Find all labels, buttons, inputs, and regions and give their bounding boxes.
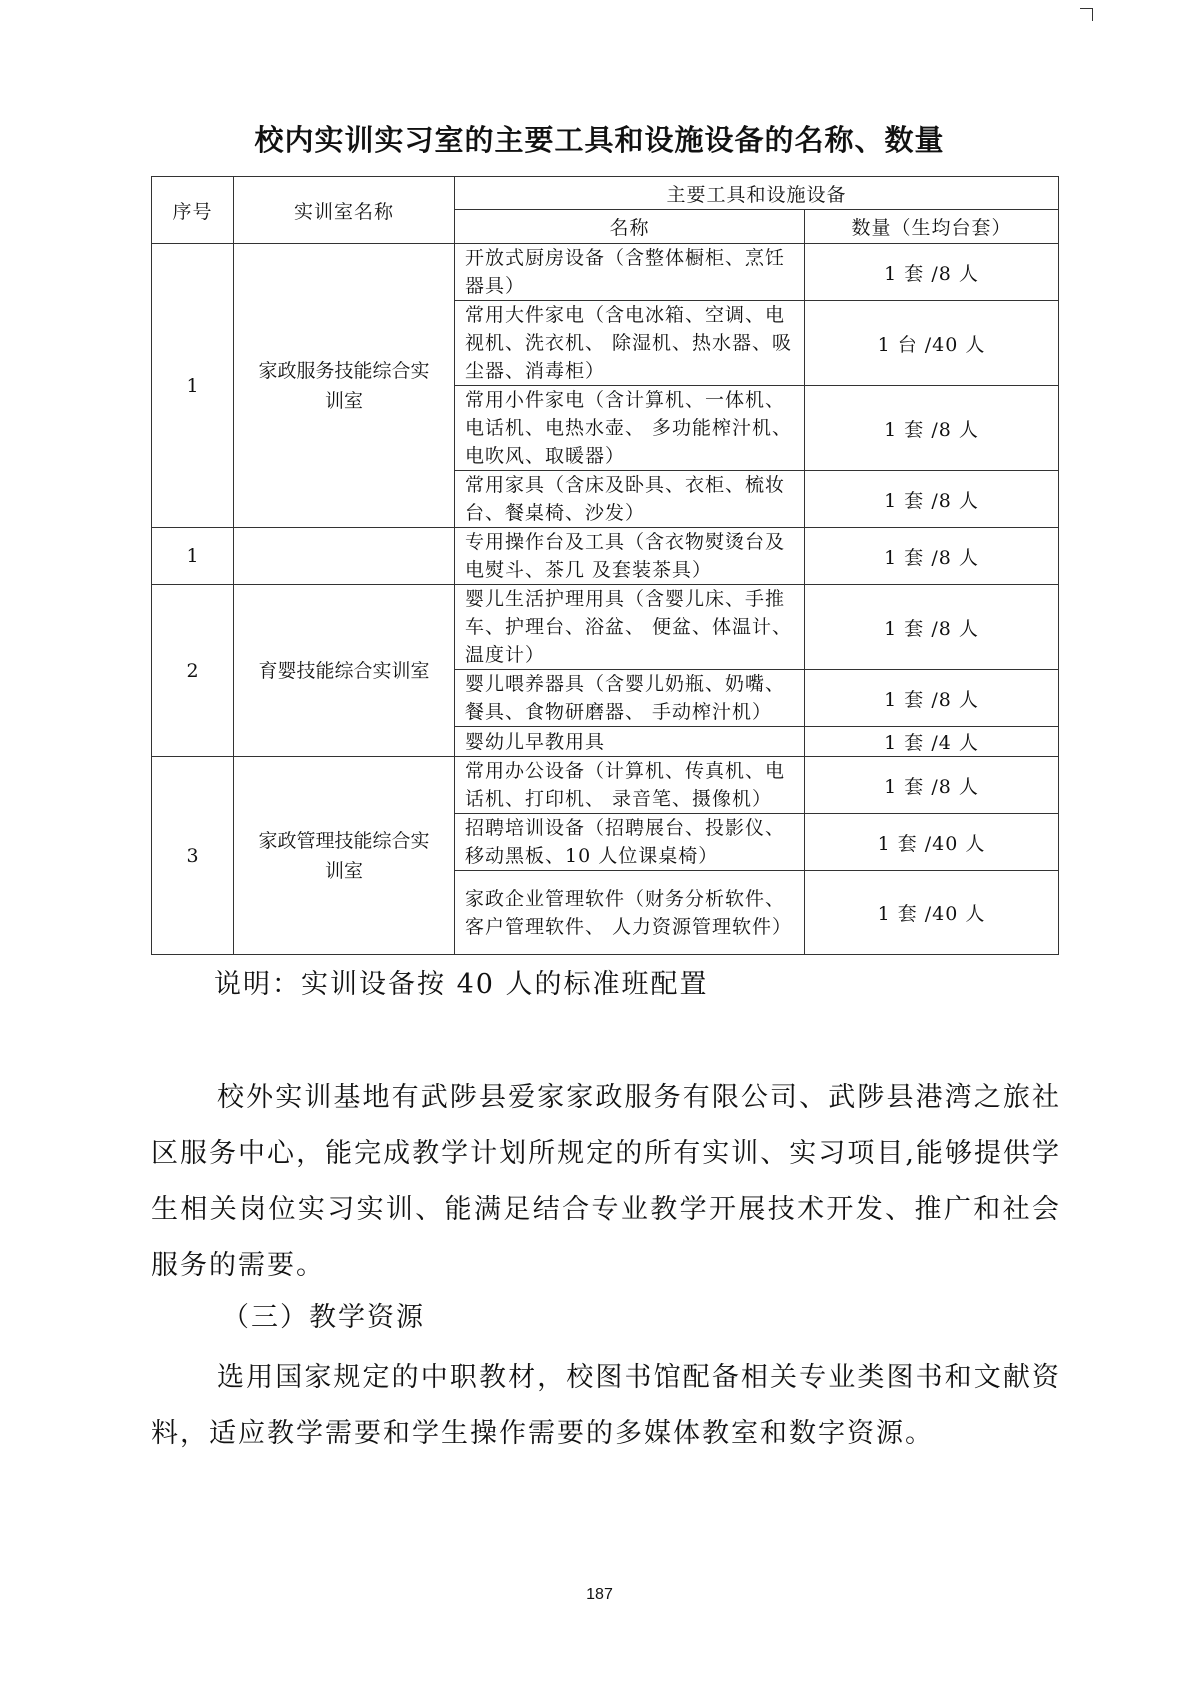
equipment-name: 常用家具（含床及卧具、衣柜、梳妆台、餐桌椅、沙发）: [455, 471, 805, 528]
equipment-quantity: 1 套 /8 人: [805, 757, 1059, 814]
row-serial-number: 1: [152, 528, 234, 585]
table-row: [152, 757, 1059, 814]
room-name: [234, 528, 455, 585]
equipment-name: 婴儿喂养器具（含婴儿奶瓶、奶嘴、餐具、食物研磨器、 手动榨汁机）: [455, 670, 805, 727]
equipment-quantity: 1 套 /8 人: [805, 386, 1059, 471]
equipment-quantity: 1 套 /40 人: [805, 871, 1059, 955]
equipment-quantity: 1 套 /8 人: [805, 670, 1059, 727]
equipment-name: 开放式厨房设备（含整体橱柜、烹饪器具）: [455, 244, 805, 301]
equipment-name: 家政企业管理软件（财务分析软件、客户管理软件、 人力资源管理软件）: [455, 871, 805, 955]
section-subheading: （三）教学资源: [222, 1302, 425, 1333]
page-corner-mark: [1080, 8, 1093, 21]
table-note: 说明：实训设备按 40 人的标准班配置: [214, 969, 709, 1000]
row-serial-number: 3: [152, 757, 234, 955]
table-header-row: [152, 177, 1059, 210]
room-name: 育婴技能综合实训室: [234, 585, 455, 757]
page-number: 187: [586, 1586, 613, 1603]
equipment-name: 常用小件家电（含计算机、一体机、电话机、电热水壶、 多功能榨汁机、电吹风、取暖器）: [455, 386, 805, 471]
equipment-name: 常用办公设备（计算机、传真机、电话机、打印机、 录音笔、摄像机）: [455, 757, 805, 814]
equipment-name: 专用操作台及工具（含衣物熨烫台及电熨斗、茶几 及套装茶具）: [455, 528, 805, 585]
equipment-quantity: 1 套 /8 人: [805, 528, 1059, 585]
header-item-name: 名称: [455, 210, 805, 244]
equipment-name: 常用大件家电（含电冰箱、空调、电视机、洗衣机、 除湿机、热水器、吸尘器、消毒柜）: [455, 301, 805, 386]
equipment-name: 招聘培训设备（招聘展台、投影仪、移动黑板、10 人位课桌椅）: [455, 814, 805, 871]
equipment-quantity: 1 套 /8 人: [805, 585, 1059, 670]
paragraph-external-training: 校外实训基地有武陟县爱家家政服务有限公司、武陟县港湾之旅社区服务中心，能完成教学计划所规定的所有实训、实习项目,能够提供学生相关岗位实习实训、能满足结合专业教学开展技术开发、推广和社会服务的需要。: [151, 1082, 1061, 1281]
paragraph-teaching-resources: 选用国家规定的中职教材，校图书馆配备相关专业类图书和文献资料，适应教学需要和学生操作需要的多媒体教室和数字资源。: [151, 1362, 1061, 1449]
row-serial-number: 2: [152, 585, 234, 757]
header-equipment-group: 主要工具和设施设备: [455, 177, 1059, 210]
table-row: [152, 585, 1059, 670]
equipment-quantity: 1 套 /40 人: [805, 814, 1059, 871]
equipment-quantity: 1 套 /4 人: [805, 727, 1059, 757]
document-title: 校内实训实习室的主要工具和设施设备的名称、数量: [254, 123, 945, 157]
equipment-quantity: 1 台 /40 人: [805, 301, 1059, 386]
room-name: 家政服务技能综合实训室: [234, 244, 455, 528]
row-serial-number: 1: [152, 244, 234, 528]
table-row: [152, 528, 1059, 585]
header-serial-number: 序号: [152, 177, 234, 244]
equipment-table: [151, 176, 1059, 955]
header-room-name: 实训室名称: [234, 177, 455, 244]
room-name: 家政管理技能综合实训室: [234, 757, 455, 955]
equipment-quantity: 1 套 /8 人: [805, 244, 1059, 301]
equipment-name: 婴幼儿早教用具: [455, 727, 805, 757]
equipment-name: 婴儿生活护理用具（含婴儿床、手推车、护理台、浴盆、 便盆、体温计、温度计）: [455, 585, 805, 670]
table-row: [152, 244, 1059, 301]
equipment-quantity: 1 套 /8 人: [805, 471, 1059, 528]
header-quantity: 数量（生均台套）: [805, 210, 1059, 244]
